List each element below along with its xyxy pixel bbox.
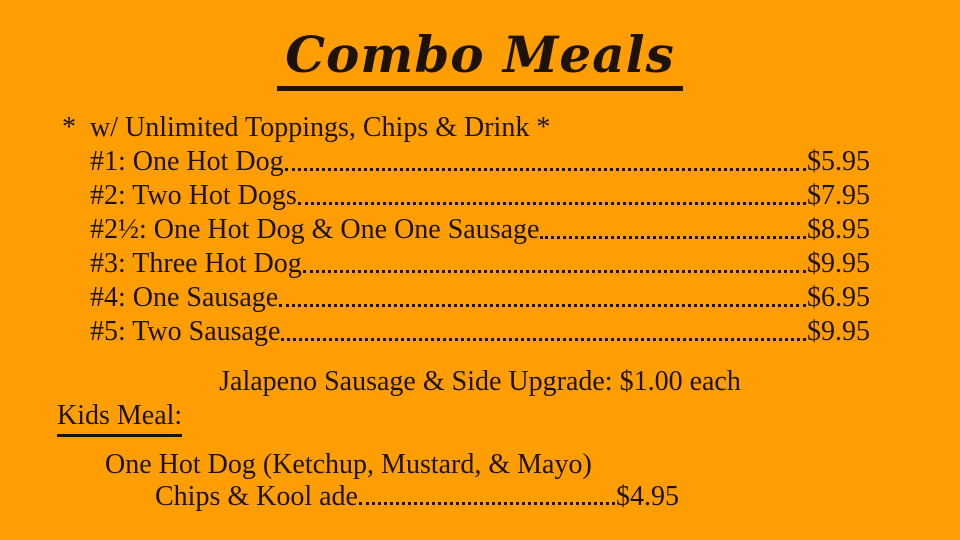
item-price: $9.95 [807,315,870,347]
dot-leader [279,304,806,307]
upgrade-note: Jalapeno Sausage & Side Upgrade: $1.00 each [219,365,741,397]
asterisk-marker: * [62,111,76,143]
menu-item-row [62,315,870,349]
item-price: $9.95 [807,247,870,279]
item-price: $7.95 [807,179,870,211]
menu-item-row [62,281,870,315]
menu-item-row [62,213,870,247]
toppings-note-text: w/ Unlimited Toppings, Chips & Drink * [90,111,551,143]
item-name: #1: One Hot Dog [90,145,284,177]
kids-meal-item-row [155,481,679,513]
kids-meal-description: One Hot Dog (Ketchup, Mustard, & Mayo) [105,448,592,480]
menu-item-row [62,145,870,179]
title-wrap [0,26,960,91]
item-name: Chips & Kool ade [155,480,358,512]
kids-meal-heading-line [57,399,960,437]
dot-leader [281,338,806,341]
kids-meal-heading: Kids Meal: [57,399,182,437]
item-price: $8.95 [807,213,870,245]
item-price: $4.95 [616,480,679,512]
menu-item-row [62,179,870,213]
item-name: #2½: One Hot Dog & One One Sausage [90,213,540,245]
item-name: #5: Two Sausage [90,315,281,347]
item-name: #3: Three Hot Dog [90,247,302,279]
item-name: #4: One Sausage [90,281,279,313]
item-name: #2: Two Hot Dogs [90,179,297,211]
item-price: $5.95 [807,145,870,177]
item-price: $6.95 [807,281,870,313]
menu-item-row [62,247,870,281]
dot-leader [298,202,806,205]
dot-leader [303,270,806,273]
dot-leader [285,168,806,171]
dot-leader [540,236,806,239]
combo-menu-list [62,111,870,349]
toppings-note [62,111,870,145]
dot-leader [359,502,615,505]
page-title: Combo Meals [277,26,682,91]
